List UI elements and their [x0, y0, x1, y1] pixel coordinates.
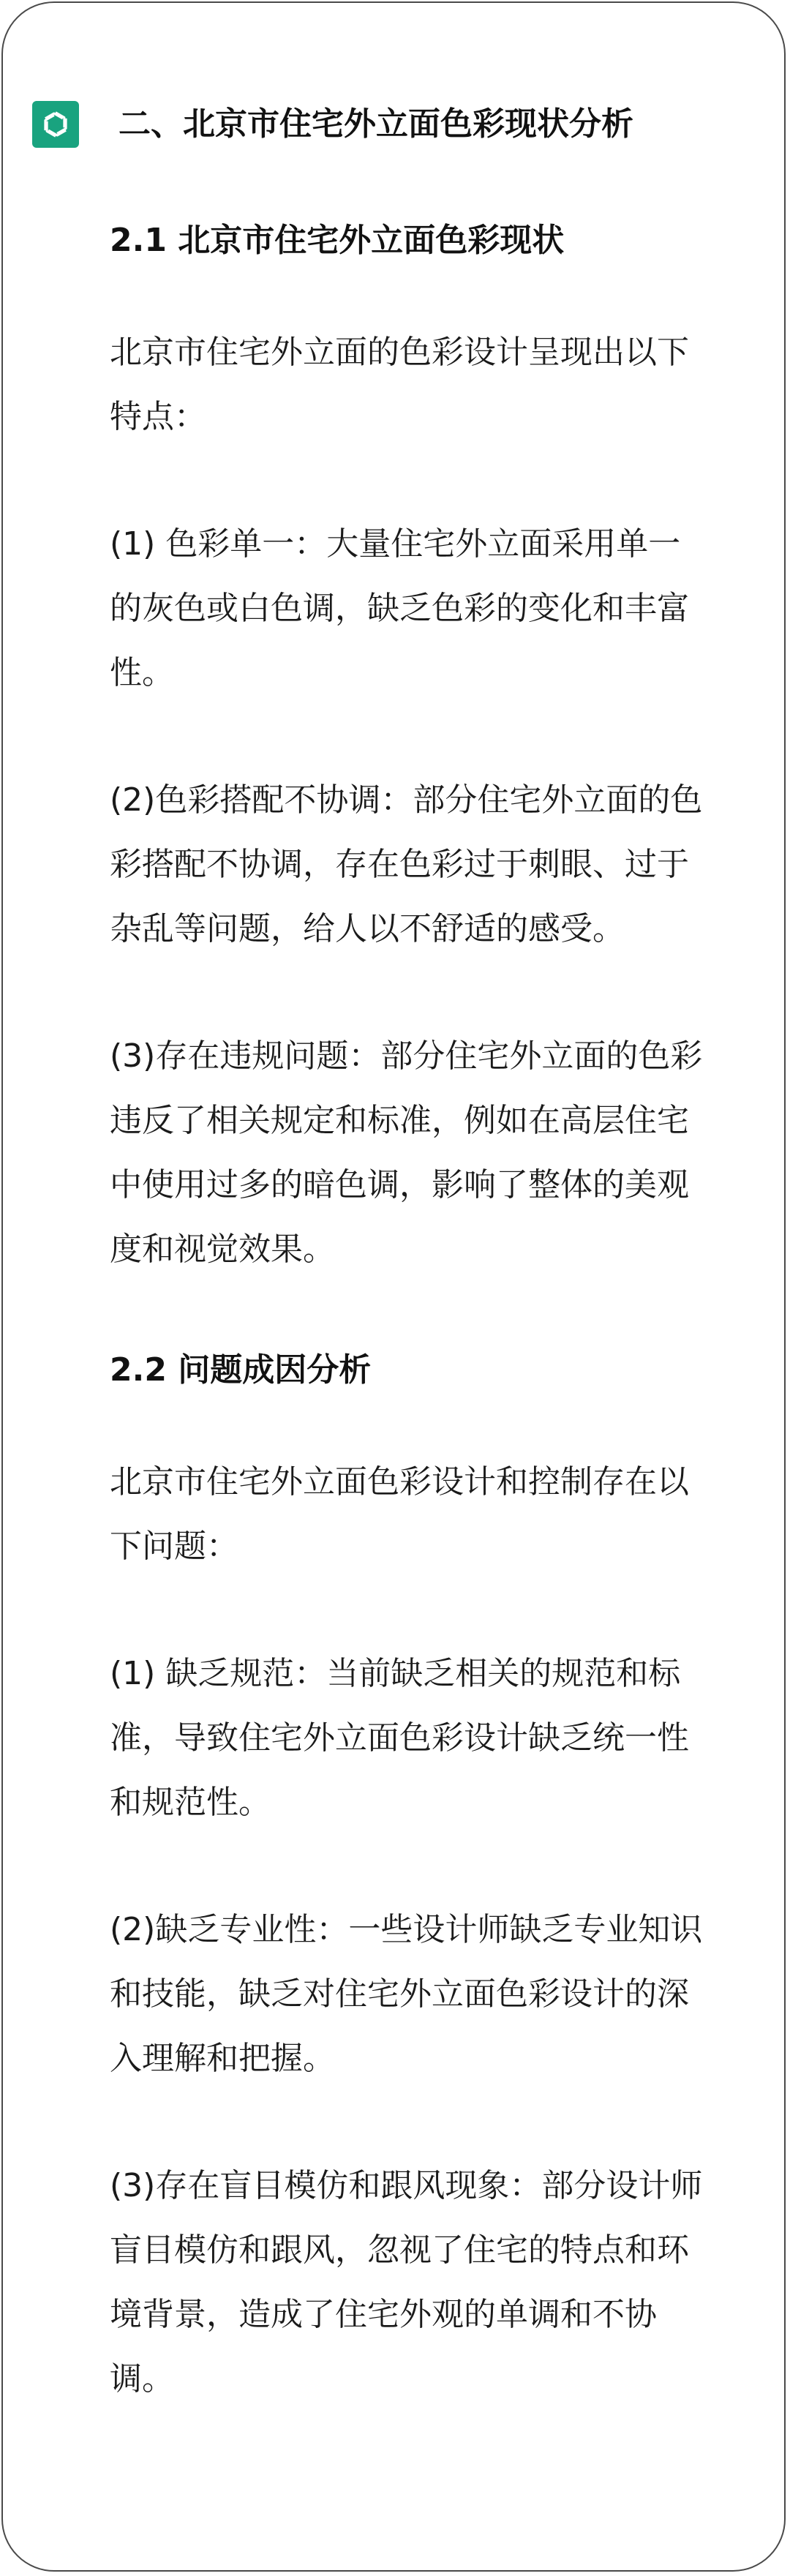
section-heading: 2.2 问题成因分析	[110, 1351, 372, 1389]
section-heading: 2.1 北京市住宅外立面色彩现状	[110, 222, 565, 259]
section-intro: 北京市住宅外立面色彩设计和控制存在以下问题：	[110, 1463, 689, 1565]
list-item: (3)存在违规问题：部分住宅外立面的色彩违反了相关规定和标准，例如在高层住宅中使用过多的暗色调，影响了整体的美观度和视觉效果。	[110, 1037, 703, 1268]
list-item: (1) 缺乏规范：当前缺乏相关的规范和标准，导致住宅外立面色彩设计缺乏统一性和规范性。	[110, 1655, 689, 1821]
assistant-avatar	[32, 101, 79, 148]
openai-logo-icon	[39, 108, 72, 141]
message-title: 二、北京市住宅外立面色彩现状分析	[118, 105, 633, 143]
list-item: (3)存在盲目模仿和跟风现象：部分设计师盲目模仿和跟风，忽视了住宅的特点和环境背景，造成了住宅外观的单调和不协调。	[110, 2167, 703, 2397]
chat-message-card	[1, 1, 786, 2572]
message-content	[110, 215, 710, 2411]
list-item: (2)缺乏专业性：一些设计师缺乏专业知识和技能，缺乏对住宅外立面色彩设计的深入理解和把握。	[110, 1911, 703, 2077]
list-item: (1) 色彩单一：大量住宅外立面采用单一的灰色或白色调，缺乏色彩的变化和丰富性。	[110, 525, 689, 691]
section-intro: 北京市住宅外立面的色彩设计呈现出以下特点：	[110, 334, 689, 435]
list-item: (2)色彩搭配不协调：部分住宅外立面的色彩搭配不协调，存在色彩过于刺眼、过于杂乱等问题，给人以不舒适的感受。	[110, 781, 703, 947]
